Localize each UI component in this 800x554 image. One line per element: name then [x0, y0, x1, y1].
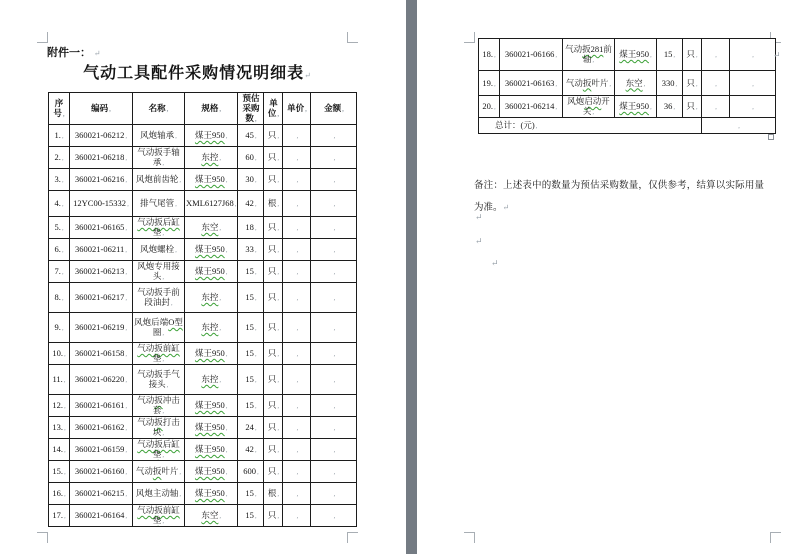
- cell-qty[interactable]: 15 ,: [238, 505, 264, 527]
- cell-name[interactable]: [133, 439, 185, 461]
- paragraph-mark: ↵: [475, 236, 483, 246]
- cell-code[interactable]: 360021-06166 ,: [500, 39, 563, 71]
- cell-amount[interactable]: [311, 217, 357, 239]
- table-row: [49, 395, 357, 417]
- table-row: [49, 439, 357, 461]
- cell-price[interactable]: [283, 191, 311, 217]
- spec-text: 煤王950: [194, 130, 225, 140]
- cell-unit[interactable]: 只 ,: [264, 365, 283, 395]
- spec-text: 东控: [201, 322, 219, 332]
- cell-spec[interactable]: XML6127J68 ,: [185, 191, 238, 217]
- cell-unit[interactable]: 只 ,: [683, 71, 702, 96]
- spec-text: 东空: [201, 222, 219, 232]
- item-name-text: 圈: [152, 327, 162, 337]
- cell-price[interactable]: [283, 483, 311, 505]
- cell-unit[interactable]: 只 ,: [264, 217, 283, 239]
- cell-price[interactable]: [283, 147, 311, 169]
- page-gap-divider: [406, 0, 417, 554]
- cell-name[interactable]: [563, 71, 615, 96]
- spec-text: 煤王950: [194, 266, 225, 276]
- cell-code[interactable]: 360021-06220 ,: [70, 365, 133, 395]
- procurement-table-page1: [48, 92, 357, 527]
- spec-text: 煤王950: [194, 444, 225, 454]
- paragraph-mark: ↵: [491, 258, 499, 268]
- attachment-label: [47, 44, 100, 60]
- cell-name[interactable]: [133, 417, 185, 439]
- margin-crop-mark: [37, 532, 48, 543]
- cell-name[interactable]: [133, 395, 185, 417]
- cell-num[interactable]: 17. ,: [49, 505, 70, 527]
- margin-crop-mark: [37, 32, 48, 43]
- cell-amount[interactable]: [311, 417, 357, 439]
- cell-unit[interactable]: 只 ,: [264, 147, 283, 169]
- margin-crop-mark: [770, 532, 781, 543]
- cell-unit[interactable]: 只 ,: [683, 39, 702, 71]
- cell-code[interactable]: 360021-06212 ,: [70, 125, 133, 147]
- cell-spec[interactable]: [185, 217, 238, 239]
- cell-amount[interactable]: [311, 313, 357, 343]
- cell-price[interactable]: [283, 125, 311, 147]
- cell-spec[interactable]: [185, 261, 238, 283]
- cell-amount[interactable]: [311, 483, 357, 505]
- cell-qty[interactable]: 15 ,: [238, 483, 264, 505]
- column-header-price[interactable]: 单价 ,: [283, 93, 311, 125]
- cell-qty[interactable]: 600 ,: [238, 461, 264, 483]
- cell-price[interactable]: [702, 96, 730, 118]
- cell-num[interactable]: 18. ,: [479, 39, 500, 71]
- item-name-text: 风炮后端: [134, 317, 169, 327]
- cell-name[interactable]: [133, 505, 185, 527]
- margin-crop-mark: [347, 32, 358, 43]
- item-name-text: 风炮: [567, 96, 585, 106]
- cell-num[interactable]: 9. ,: [49, 313, 70, 343]
- item-name-text: 扳: [582, 77, 592, 88]
- spec-text: 东控: [201, 292, 219, 302]
- cell-name[interactable]: [563, 39, 615, 71]
- cell-unit[interactable]: 只 ,: [683, 96, 702, 118]
- cell-qty[interactable]: 15 ,: [238, 365, 264, 395]
- cell-qty[interactable]: 42 ,: [238, 439, 264, 461]
- cell-name[interactable]: 风炮螺栓 ,: [133, 239, 185, 261]
- cell-code[interactable]: 360021-06216 ,: [70, 169, 133, 191]
- cell-qty[interactable]: 15 ,: [238, 313, 264, 343]
- cell-qty[interactable]: 15 ,: [238, 395, 264, 417]
- item-name-text: 气动: [135, 466, 153, 476]
- spec-text: 煤王950: [619, 101, 649, 111]
- cell-name[interactable]: [133, 461, 185, 483]
- cell-unit[interactable]: 只 ,: [264, 395, 283, 417]
- cell-num[interactable]: 12. ,: [49, 395, 70, 417]
- cell-amount[interactable]: [311, 261, 357, 283]
- table-row: [49, 147, 357, 169]
- item-name-text: 气动扳前缸垫: [137, 505, 180, 525]
- cell-price[interactable]: [283, 283, 311, 313]
- column-header-amount[interactable]: 金额 ,: [311, 93, 357, 125]
- procurement-table-page2: [478, 38, 776, 134]
- cell-name[interactable]: 风炮轴承 ,: [133, 125, 185, 147]
- item-name-text: 冲击套: [152, 395, 180, 415]
- item-name-text: 气动: [137, 417, 155, 427]
- table-row: [49, 417, 357, 439]
- paragraph-mark: ↵: [502, 203, 510, 212]
- cell-amount[interactable]: [311, 395, 357, 417]
- cell-price[interactable]: [283, 313, 311, 343]
- cell-price[interactable]: [283, 461, 311, 483]
- total-amount-cell[interactable]: [702, 118, 776, 134]
- cell-qty[interactable]: 15 ,: [238, 283, 264, 313]
- spec-text: 煤王950: [194, 244, 225, 254]
- table-row: [49, 313, 357, 343]
- cell-unit[interactable]: 只 ,: [264, 461, 283, 483]
- spec-text: 煤王950: [619, 49, 649, 59]
- item-name-text: 气动: [565, 44, 583, 54]
- note-paragraph: [474, 176, 764, 219]
- item-name-text: 气动扳后缸垫: [137, 439, 180, 459]
- cell-unit[interactable]: 只 ,: [264, 439, 283, 461]
- cell-spec[interactable]: [185, 395, 238, 417]
- cell-code[interactable]: 360021-06162 ,: [70, 417, 133, 439]
- cell-spec[interactable]: [185, 125, 238, 147]
- cell-spec[interactable]: [185, 343, 238, 365]
- cell-num[interactable]: 6. ,: [49, 239, 70, 261]
- cell-spec[interactable]: [185, 439, 238, 461]
- cell-num[interactable]: 16. ,: [49, 483, 70, 505]
- cell-price[interactable]: [283, 505, 311, 527]
- cell-unit[interactable]: 只 ,: [264, 313, 283, 343]
- spec-text: 煤王950: [194, 488, 225, 498]
- cell-amount[interactable]: [311, 191, 357, 217]
- cell-code[interactable]: 360021-06219 ,: [70, 313, 133, 343]
- cell-price[interactable]: [283, 395, 311, 417]
- cell-amount[interactable]: [311, 461, 357, 483]
- cell-name[interactable]: 风炮主动轴 ,: [133, 483, 185, 505]
- cell-num[interactable]: 7. ,: [49, 261, 70, 283]
- cell-qty[interactable]: 30 ,: [238, 169, 264, 191]
- cell-price[interactable]: [702, 39, 730, 71]
- column-header-spec[interactable]: 规格 ,: [185, 93, 238, 125]
- table-row: [479, 71, 776, 96]
- column-header-num[interactable]: 序号 ,: [49, 93, 70, 125]
- spec-text: 煤王950: [194, 174, 225, 184]
- paragraph-mark: ↵: [304, 71, 312, 80]
- column-header-unit[interactable]: 单位 ,: [264, 93, 283, 125]
- cell-amount[interactable]: [730, 96, 776, 118]
- cell-name[interactable]: [133, 313, 185, 343]
- cell-amount[interactable]: [311, 505, 357, 527]
- cell-amount[interactable]: [730, 39, 776, 71]
- attachment-label-text: 附件一：: [47, 47, 91, 59]
- spec-text: 东空: [201, 510, 219, 520]
- cell-spec[interactable]: [185, 461, 238, 483]
- cell-spec[interactable]: [185, 147, 238, 169]
- item-name-text: 叶片: [161, 466, 179, 476]
- item-name-text: 扳281: [582, 44, 604, 54]
- cell-amount[interactable]: [311, 125, 357, 147]
- document-page-2[interactable]: [417, 0, 800, 554]
- spec-text: 东控: [201, 374, 219, 384]
- cell-qty[interactable]: 330 ,: [657, 71, 683, 96]
- cell-num[interactable]: 3. ,: [49, 169, 70, 191]
- item-name-text: 打击块: [152, 417, 180, 437]
- column-header-name[interactable]: 名称 ,: [133, 93, 185, 125]
- cell-code[interactable]: 360021-06160 ,: [70, 461, 133, 483]
- cell-amount[interactable]: [730, 71, 776, 96]
- cell-code[interactable]: 360021-06215 ,: [70, 483, 133, 505]
- table-row: [479, 39, 776, 71]
- cell-code[interactable]: 360021-06214 ,: [500, 96, 563, 118]
- total-label-cell[interactable]: 总计：(元) ,: [479, 118, 702, 134]
- cell-name[interactable]: 气动扳手前段油封 ,: [133, 283, 185, 313]
- total-row: [479, 118, 776, 134]
- table-row: [49, 505, 357, 527]
- cell-price[interactable]: [283, 239, 311, 261]
- cell-price[interactable]: [283, 261, 311, 283]
- column-header-code[interactable]: 编码 ,: [70, 93, 133, 125]
- item-name-text: 叶片: [591, 77, 609, 88]
- table-row: [49, 261, 357, 283]
- cell-code[interactable]: 360021-06161 ,: [70, 395, 133, 417]
- item-name-text: 开关: [582, 96, 610, 116]
- cell-num[interactable]: 14. ,: [49, 439, 70, 461]
- cell-spec[interactable]: [185, 283, 238, 313]
- spec-text: 煤王950: [194, 400, 225, 410]
- cell-amount[interactable]: [311, 365, 357, 395]
- table-row: [49, 125, 357, 147]
- cell-num[interactable]: 10. ,: [49, 343, 70, 365]
- spec-text: 煤王950: [194, 422, 225, 432]
- margin-crop-mark: [347, 532, 358, 543]
- cell-code[interactable]: 360021-06165 ,: [70, 217, 133, 239]
- spec-text: 煤王950: [194, 466, 225, 476]
- cell-num[interactable]: 19. ,: [479, 71, 500, 96]
- note-text: 备注：上述表中的数量为预估采购数量，仅供参考，结算以实际用量为准。: [474, 181, 764, 213]
- cell-num[interactable]: 1. ,: [49, 125, 70, 147]
- cell-code[interactable]: 360021-06158 ,: [70, 343, 133, 365]
- column-header-qty[interactable]: 预估采购数 ,: [238, 93, 264, 125]
- cell-name[interactable]: 风炮专用接头 ,: [133, 261, 185, 283]
- cell-qty[interactable]: 15 ,: [238, 343, 264, 365]
- cell-qty[interactable]: 36 ,: [657, 96, 683, 118]
- cell-num[interactable]: 11. ,: [49, 365, 70, 395]
- cell-amount[interactable]: [311, 343, 357, 365]
- cell-num[interactable]: 15. ,: [49, 461, 70, 483]
- cell-spec[interactable]: [185, 365, 238, 395]
- table-row: [49, 461, 357, 483]
- cell-amount[interactable]: [311, 283, 357, 313]
- cell-spec[interactable]: [185, 313, 238, 343]
- table-row: [49, 239, 357, 261]
- page-title-text: 气动工具配件采购情况明细表: [83, 65, 305, 82]
- paragraph-mark: ↵: [475, 212, 483, 222]
- table-row: [49, 483, 357, 505]
- cell-code[interactable]: 360021-06211 ,: [70, 239, 133, 261]
- cell-code[interactable]: 360021-06218 ,: [70, 147, 133, 169]
- cell-unit[interactable]: 只 ,: [264, 417, 283, 439]
- cell-num[interactable]: 2. ,: [49, 147, 70, 169]
- cell-name[interactable]: 排气尾管 ,: [133, 191, 185, 217]
- cell-name[interactable]: 风炮前齿轮 ,: [133, 169, 185, 191]
- table-resize-handle[interactable]: [768, 134, 774, 140]
- table-row: [49, 283, 357, 313]
- item-name-text: 扳: [154, 395, 163, 405]
- cell-amount[interactable]: [311, 439, 357, 461]
- item-name-text: 启动: [584, 96, 602, 106]
- cell-code[interactable]: 360021-06213 ,: [70, 261, 133, 283]
- cell-code[interactable]: 360021-06163 ,: [500, 71, 563, 96]
- cell-qty[interactable]: 15 ,: [238, 261, 264, 283]
- item-name-text: 气动: [137, 395, 155, 405]
- cell-qty[interactable]: 45 ,: [238, 125, 264, 147]
- item-name-text: 气动: [565, 77, 583, 88]
- item-name-text: 气动扳前缸垫: [137, 343, 180, 363]
- cell-unit[interactable]: 只 ,: [264, 169, 283, 191]
- cell-name[interactable]: [133, 343, 185, 365]
- table-row: [49, 365, 357, 395]
- cell-qty[interactable]: 33 ,: [238, 239, 264, 261]
- cell-name[interactable]: [563, 96, 615, 118]
- table-row: [479, 96, 776, 118]
- cell-qty[interactable]: 18 ,: [238, 217, 264, 239]
- cell-qty[interactable]: 60 ,: [238, 147, 264, 169]
- table-header-row: [49, 93, 357, 125]
- cell-spec[interactable]: [185, 239, 238, 261]
- cell-qty[interactable]: 42 ,: [238, 191, 264, 217]
- cell-num[interactable]: 5. ,: [49, 217, 70, 239]
- cell-name[interactable]: [133, 217, 185, 239]
- cell-unit[interactable]: 根 ,: [264, 191, 283, 217]
- table-row: [49, 217, 357, 239]
- cell-price[interactable]: [283, 439, 311, 461]
- cell-num[interactable]: 20. ,: [479, 96, 500, 118]
- cell-unit[interactable]: 根 ,: [264, 483, 283, 505]
- cell-name[interactable]: 气动扳手轴承 ,: [133, 147, 185, 169]
- cell-qty[interactable]: 15 ,: [657, 39, 683, 71]
- cell-amount[interactable]: [311, 239, 357, 261]
- spec-text: 东空: [625, 77, 643, 88]
- cell-amount[interactable]: [311, 169, 357, 191]
- table-row: [49, 191, 357, 217]
- item-name-text: 扳: [154, 417, 163, 427]
- spec-text: 东控: [201, 152, 219, 162]
- cell-spec[interactable]: [185, 505, 238, 527]
- cell-spec[interactable]: [185, 169, 238, 191]
- cell-num[interactable]: 4. ,: [49, 191, 70, 217]
- item-name-text: 气动扳后缸垫: [137, 217, 180, 237]
- page-title: [47, 60, 348, 83]
- cell-qty[interactable]: 24 ,: [238, 417, 264, 439]
- item-name-text: O型: [168, 317, 183, 327]
- cell-price[interactable]: [702, 71, 730, 96]
- margin-crop-mark: [464, 32, 475, 43]
- cell-name[interactable]: 气动扳手气接头 ,: [133, 365, 185, 395]
- cell-unit[interactable]: 只 ,: [264, 505, 283, 527]
- cell-unit[interactable]: 只 ,: [264, 343, 283, 365]
- cell-price[interactable]: [283, 417, 311, 439]
- item-name-text: 前轴: [582, 44, 612, 64]
- cell-code[interactable]: 360021-06217 ,: [70, 283, 133, 313]
- paragraph-mark: ↵: [93, 49, 101, 58]
- cell-spec[interactable]: [615, 96, 657, 118]
- cell-amount[interactable]: [311, 147, 357, 169]
- cell-unit[interactable]: 只 ,: [264, 261, 283, 283]
- margin-crop-mark: [464, 532, 475, 543]
- cell-spec[interactable]: [615, 39, 657, 71]
- cell-unit[interactable]: 只 ,: [264, 239, 283, 261]
- cell-unit[interactable]: 只 ,: [264, 283, 283, 313]
- spec-text: 煤王950: [194, 348, 225, 358]
- cell-price[interactable]: [283, 343, 311, 365]
- cell-num[interactable]: 13. ,: [49, 417, 70, 439]
- cell-code[interactable]: 360021-06164 ,: [70, 505, 133, 527]
- cell-unit[interactable]: 只 ,: [264, 125, 283, 147]
- cell-num[interactable]: 8. ,: [49, 283, 70, 313]
- cell-price[interactable]: [283, 217, 311, 239]
- cell-price[interactable]: [283, 365, 311, 395]
- cell-price[interactable]: [283, 169, 311, 191]
- cell-spec[interactable]: [615, 71, 657, 96]
- table-row: [49, 343, 357, 365]
- cell-code[interactable]: 12YC00-15332 ,: [70, 191, 133, 217]
- item-name-text: 扳: [152, 466, 162, 476]
- cell-spec[interactable]: [185, 417, 238, 439]
- cell-code[interactable]: 360021-06159 ,: [70, 439, 133, 461]
- paragraph-mark: ↵: [773, 50, 781, 60]
- cell-spec[interactable]: [185, 483, 238, 505]
- table-row: [49, 169, 357, 191]
